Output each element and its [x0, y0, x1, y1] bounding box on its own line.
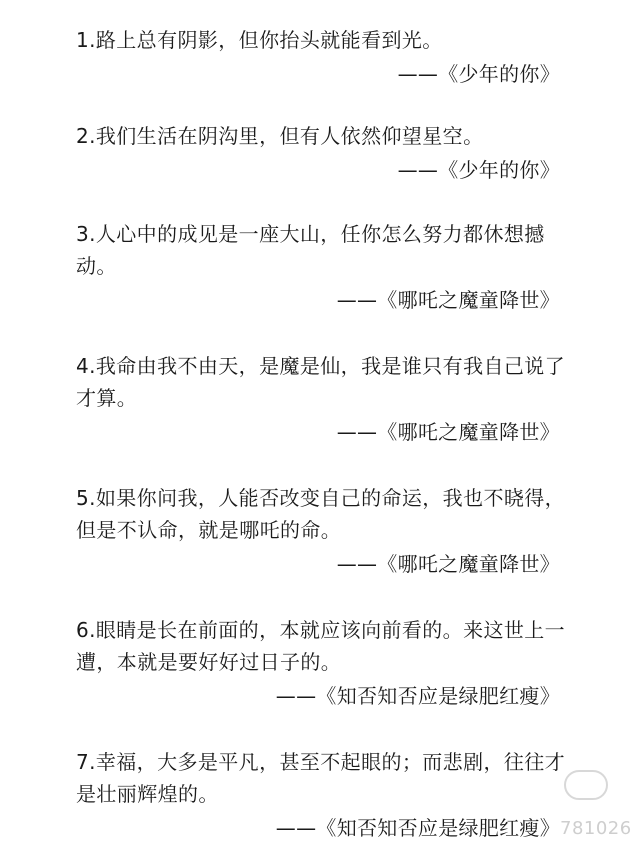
- quote-item: [76, 120, 576, 186]
- quote-item: [76, 614, 576, 712]
- quote-source: ——《少年的你》: [397, 158, 560, 182]
- quote-text: 6.眼睛是长在前面的，本就应该向前看的。来这世上一遭，本就是要好好过日子的。: [76, 618, 566, 674]
- watermark-badge-icon: [564, 770, 608, 800]
- quote-text: 5.如果你问我，人能否改变自己的命运，我也不晓得，但是不认命，就是哪吒的命。: [76, 486, 566, 542]
- quote-item: [76, 746, 576, 844]
- quote-source: ——《知否知否应是绿肥红瘦》: [275, 684, 560, 708]
- quote-text: 4.我命由我不由天，是魔是仙，我是谁只有我自己说了才算。: [76, 354, 566, 410]
- quote-item: [76, 218, 576, 316]
- watermark-text: 781026: [560, 818, 632, 839]
- quote-text: 7.幸福，大多是平凡，甚至不起眼的；而悲剧，往往才是壮丽辉煌的。: [76, 750, 566, 806]
- quote-item: [76, 24, 576, 90]
- quote-source: ——《哪吒之魔童降世》: [336, 552, 560, 576]
- quote-item: [76, 350, 576, 448]
- quote-source: ——《哪吒之魔童降世》: [336, 420, 560, 444]
- quote-text: 2.我们生活在阴沟里，但有人依然仰望星空。: [76, 124, 484, 148]
- quote-source: ——《哪吒之魔童降世》: [336, 288, 560, 312]
- quote-text: 1.路上总有阴影，但你抬头就能看到光。: [76, 28, 443, 52]
- quote-item: [76, 482, 576, 580]
- quote-source: ——《知否知否应是绿肥红瘦》: [275, 816, 560, 840]
- quote-source: ——《少年的你》: [397, 62, 560, 86]
- quote-text: 3.人心中的成见是一座大山，任你怎么努力都休想撼动。: [76, 222, 545, 278]
